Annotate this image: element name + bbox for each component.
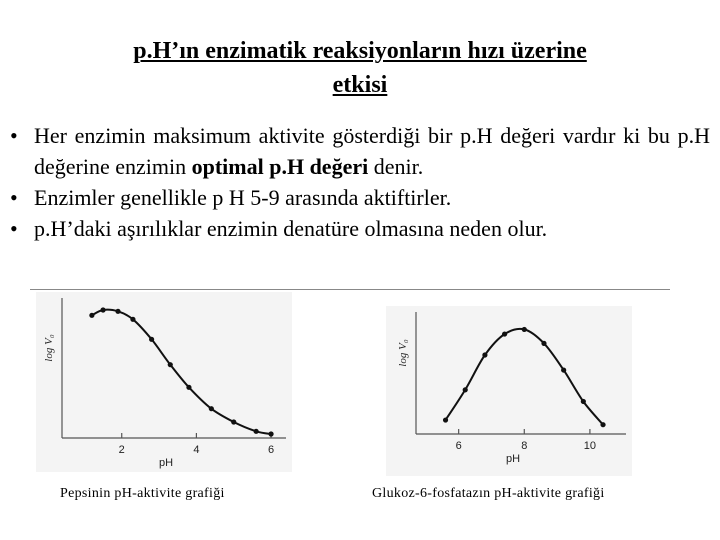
data-point [443, 417, 448, 422]
data-point [482, 352, 487, 357]
data-point [600, 422, 605, 427]
data-point [581, 399, 586, 404]
data-point [186, 385, 191, 390]
data-point [561, 367, 566, 372]
bullet-dot: • [10, 185, 18, 210]
data-point [502, 331, 507, 336]
x-tick-label: 6 [268, 444, 275, 456]
data-point [541, 341, 546, 346]
x-tick-label: 4 [193, 444, 200, 456]
data-point [130, 317, 135, 322]
caption-left: Pepsinin pH-aktivite grafiği [60, 486, 225, 501]
data-point [231, 419, 236, 424]
bullet-item-active-range [10, 182, 710, 213]
divider-line [30, 289, 670, 290]
x-tick-label: 2 [118, 444, 125, 456]
data-point [89, 313, 94, 318]
bullet-dot: • [10, 123, 18, 148]
title-line-1: p.H’ın enzimatik reaksiyonların hızı üzerine [133, 38, 587, 64]
caption-right: Glukoz-6-fosfatazın pH-aktivite grafiği [372, 486, 605, 501]
bullet-list [10, 120, 710, 244]
pepsin-chart-svg [36, 292, 292, 472]
data-point [522, 327, 527, 332]
bullet-text: p.H’daki aşırılıklar enzimin denatüre olmasına neden olur. [34, 216, 548, 241]
activity-curve [92, 310, 271, 434]
bullet-item-optimal-ph [10, 120, 710, 182]
bullet-text-pre: Her enzimin maksimum aktivite gösterdiği bir p.H değeri vardır ki bu p.H değerine enzimin [34, 123, 710, 179]
x-tick-label: 6 [455, 440, 462, 452]
slide-title [40, 34, 680, 102]
g6p-ph-activity-chart [386, 306, 632, 476]
x-tick-label: 8 [521, 440, 528, 452]
bullet-text: Enzimler genellikle p H 5-9 arasında aktiftirler. [34, 185, 452, 210]
data-point [149, 337, 154, 342]
data-point [100, 307, 105, 312]
x-tick-label: 10 [583, 440, 597, 452]
data-point [463, 387, 468, 392]
y-axis-label: log V₀ [43, 334, 55, 362]
data-point [254, 429, 259, 434]
bullet-text-post: denir. [368, 154, 424, 179]
x-axis-label: pH [505, 453, 521, 465]
bullet-dot: • [10, 216, 18, 241]
activity-curve [446, 329, 604, 425]
g6p-chart-svg [386, 306, 632, 476]
pepsin-ph-activity-chart [36, 292, 292, 472]
data-point [168, 362, 173, 367]
x-axis-label: pH [158, 457, 174, 469]
data-point [209, 406, 214, 411]
y-axis-label: log V₀ [397, 339, 409, 367]
title-line-2: etkisi [332, 72, 388, 98]
bullet-text-bold: optimal p.H değeri [191, 154, 369, 179]
data-point [115, 309, 120, 314]
bullet-item-denaturation [10, 213, 710, 244]
data-point [268, 431, 273, 436]
